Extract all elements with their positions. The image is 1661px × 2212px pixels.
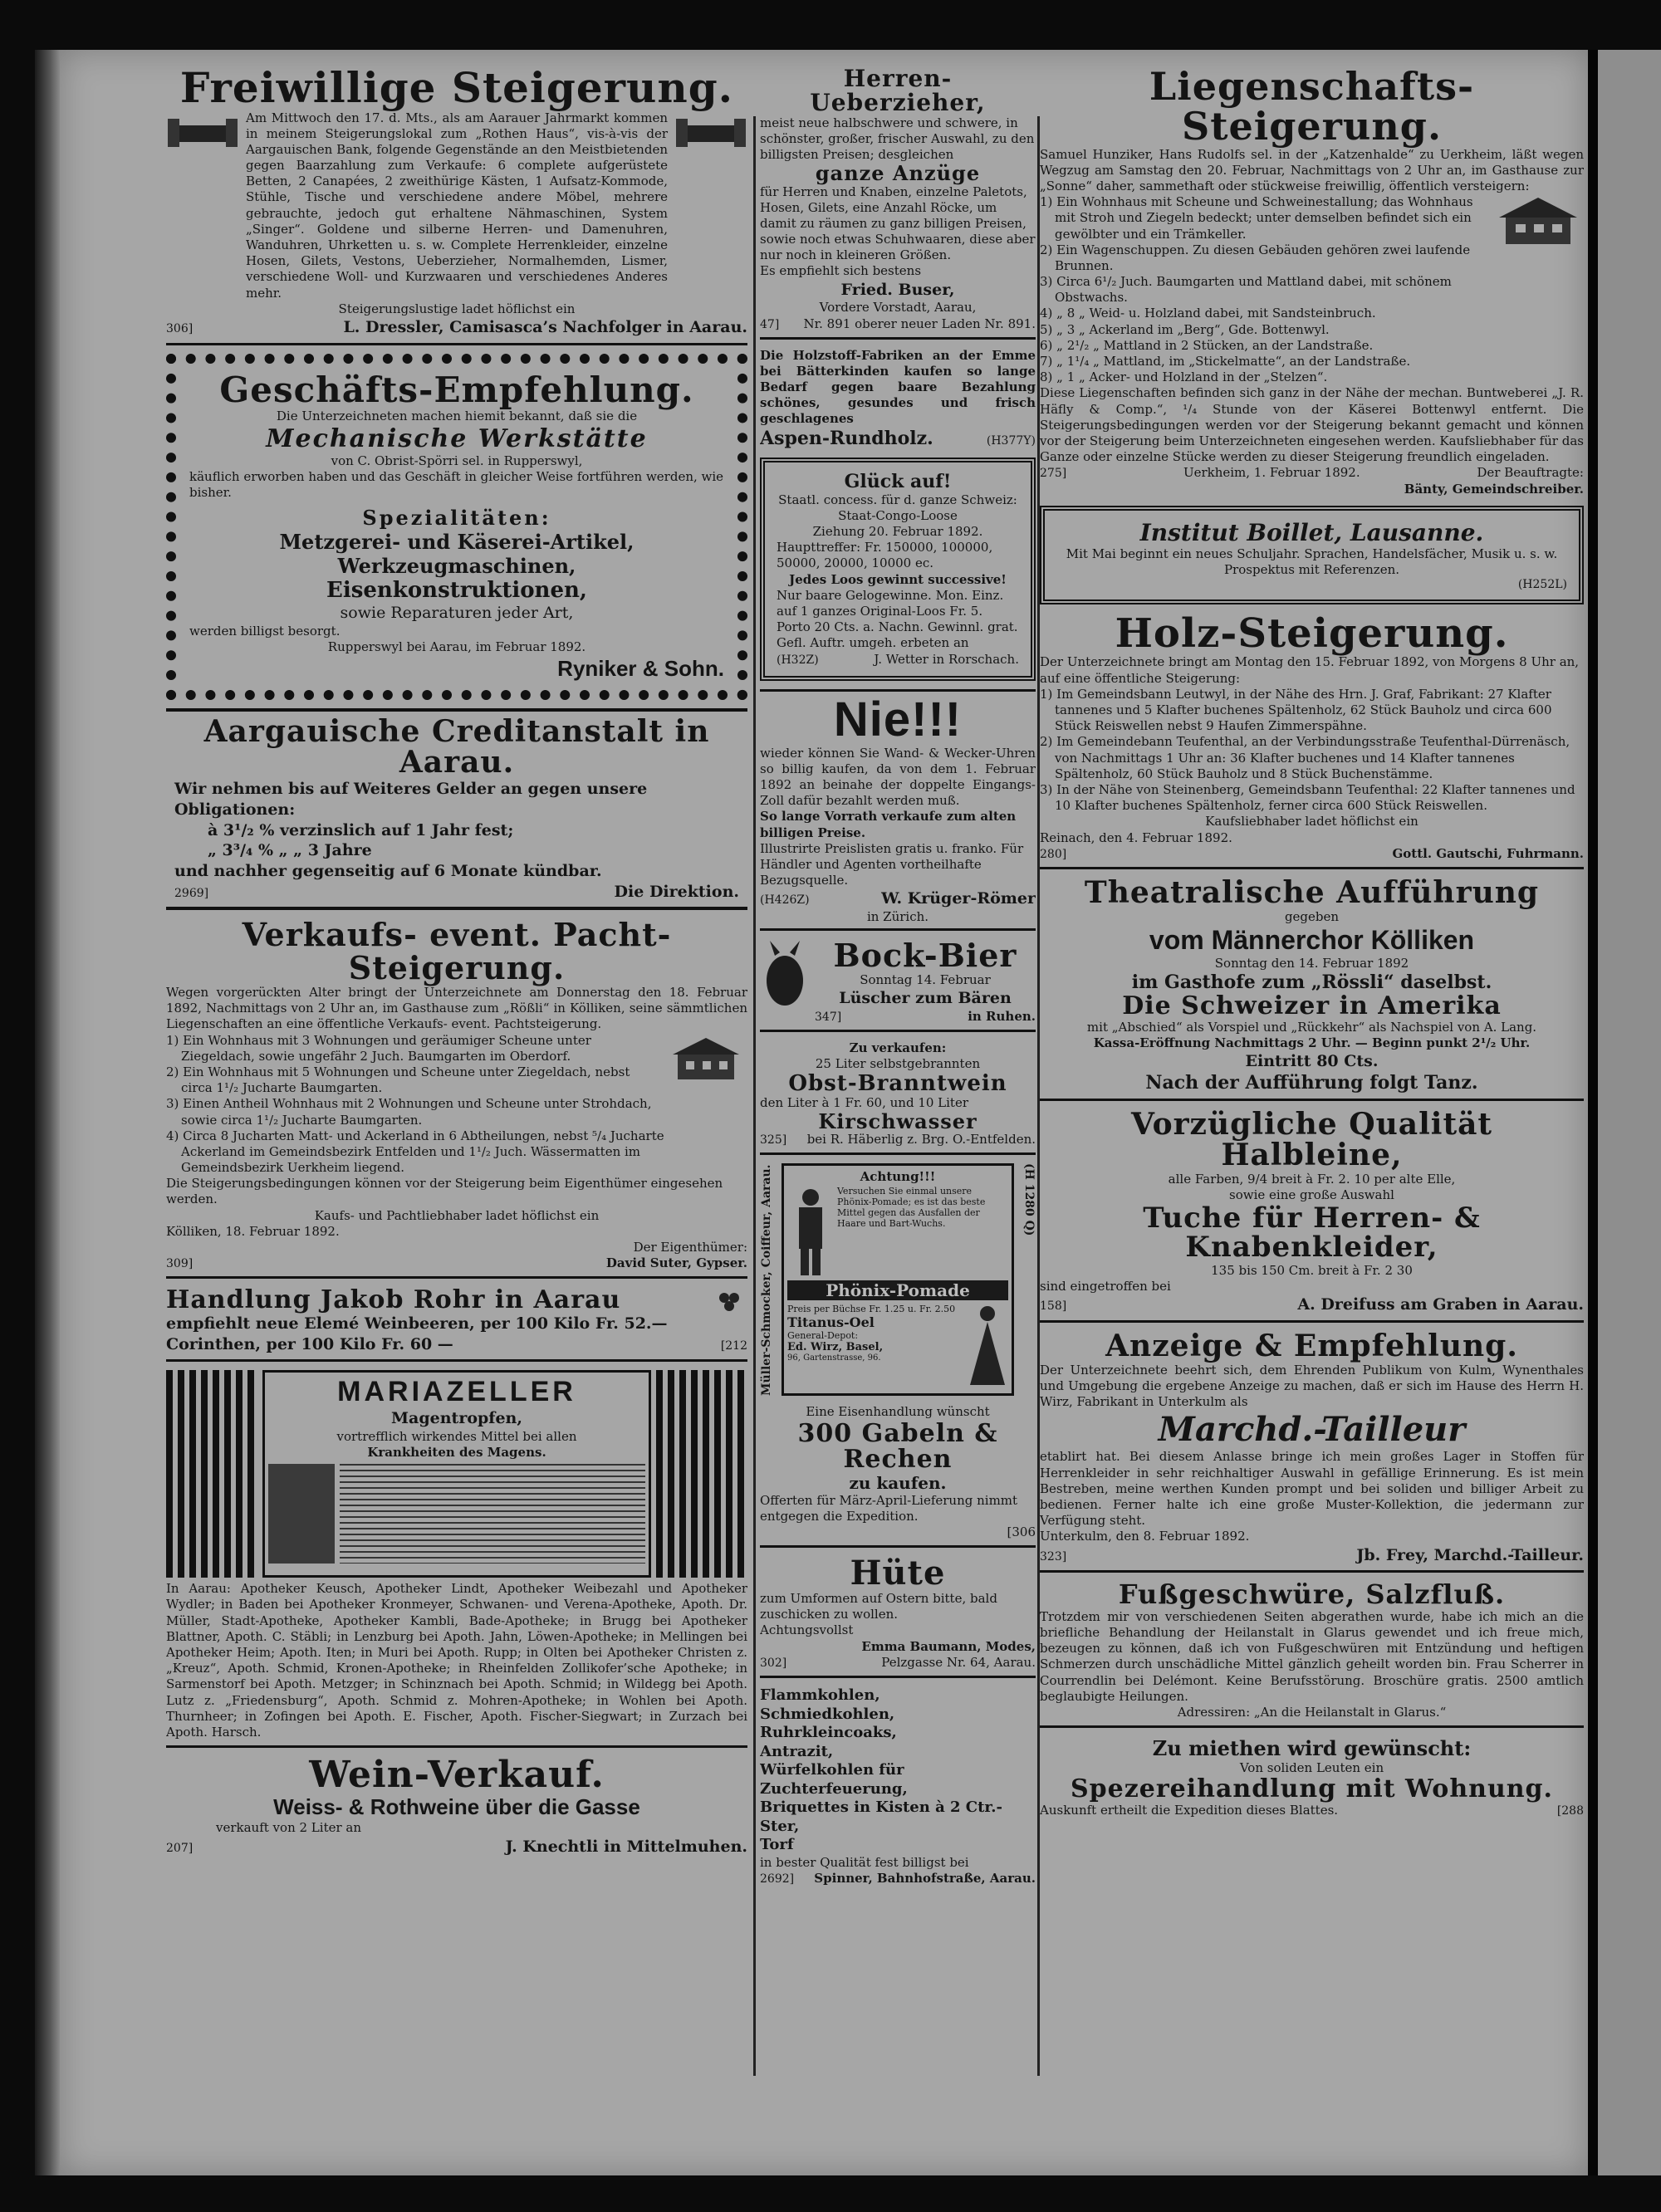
coal-item: Torf xyxy=(760,1836,794,1854)
ad-title: Fußgeschwüre, Salzfluß. xyxy=(1118,1578,1506,1611)
ad-title: Nie!!! xyxy=(833,692,963,746)
ad-note: Diese Liegenschaften befinden sich ganz in der Nähe der mechan. Buntweberei „J. R. Häfly & Comp.“, ¹/₄ Stunde von der Käserei Bottenwyl entfernt. Die Steigerungsbedingungen werden vor der Steigerung bekannt gemacht und können vor der Steigerung beim Unterzeichneten eingesehen werden. Kaufsliebhaber für das Ganze oder einzelne Stücke werden zu dieser Steigerung freundlich eingeladen. xyxy=(1040,385,1584,465)
list-item: 6) „ 2¹/₂ „ Mattland in 2 Stücken, an der Landstraße. xyxy=(1040,337,1374,353)
ad-code: (H426Z) xyxy=(760,893,810,908)
play-title: Die Schweizer in Amerika xyxy=(1122,991,1502,1021)
ad-zu-miethen xyxy=(1040,1736,1584,1818)
credit-line: à 3¹/₂ % verzinslich auf 1 Jahr fest; xyxy=(208,820,514,839)
ad-intro: Der Unterzeichnete bringt am Montag den 15. Februar 1892, von Morgens 8 Uhr an, auf eine öffentliche Steigerung: xyxy=(1040,654,1580,686)
ad-conditions: Die Steigerungsbedingungen können vor der Steigerung beim Eigenthümer eingesehen werden. xyxy=(166,1176,723,1207)
ad-wein-verkauf xyxy=(166,1756,747,1857)
ad-fussgeschwuere xyxy=(1040,1578,1584,1728)
ad-signer: J. Wetter in Rorschach. xyxy=(874,651,1019,667)
ad-kohlen xyxy=(760,1686,1036,1887)
ad-title: Bock-Bier xyxy=(833,937,1017,975)
divider xyxy=(166,343,747,345)
choir-name: vom Männerchor Kölliken xyxy=(1149,924,1475,955)
ad-signer: bei R. Häberlig z. Brg. O.-Entfelden. xyxy=(806,1132,1036,1148)
ad-place: Uerkheim, 1. Februar 1892. xyxy=(1183,465,1360,481)
ad-note: So lange Vorrath verkaufe zum alten billigen Preise. xyxy=(760,809,1017,840)
list-item: 2) Im Gemeindebann Teufenthal, an der Verbindungsstraße Teufenthal-Dürrenäsch, von Nachmittags 1 Uhr an: 36 Klafter buchenes und 14 Klafter tannenes Spältenholz, 60 Stück Bauholz und 8 Stück Buchenstämme. xyxy=(1040,734,1570,781)
product-name: Phönix-Pomade xyxy=(787,1280,1008,1300)
ad-number: 280] xyxy=(1040,847,1067,861)
ad-invite: Kaufs- und Pachtliebhaber ladet höflichst ein xyxy=(314,1207,600,1223)
ad-signer: J. Knechtli in Mittelmuhen. xyxy=(505,1837,747,1856)
ad-line: Jedes Loos gewinnt successive! xyxy=(789,571,1007,587)
ad-body: etablirt hat. Bei diesem Anlasse bringe ich mein großes Lager in Stoffen für Herrenkleider in sehr reichhaltiger Auswahl in gefällige Erinnerung. Es ist mein Bestreben, meine werthen Kunden prompt und bei soliden und billiger Arbeit zu bedienen. Ferner halte ich eine große Muster-Kollektion, die jedermann zur Verfügung steht. xyxy=(1040,1449,1584,1529)
ad-body: für Herren und Knaben, einzelne Paletots, Hosen, Gilets, eine Anzahl Röcke, um damit zu räumen zu ganz billigen Preisen, sowie noch etwas Schuhwaaren, diese aber nur noch in kleineren Größen. xyxy=(760,184,1036,263)
sofa-illustration xyxy=(674,110,747,154)
ad-herren-ueberzieher xyxy=(760,66,1036,340)
divider xyxy=(166,1276,747,1279)
ad-bold: Aspen-Rundholz. xyxy=(760,427,933,449)
ad-big: Spezereihandlung mit Wohnung. xyxy=(1071,1774,1553,1804)
ad-title: Verkaufs- event. Pacht-Steigerung. xyxy=(242,916,672,987)
list-item: 3) Circa 6¹/₂ Juch. Baumgarten und Mattland dabei, mit schönem Obstwachs. xyxy=(1040,274,1452,306)
ad-title: 300 Gabeln & Rechen xyxy=(797,1418,998,1475)
ad-creditanstalt xyxy=(166,708,747,911)
ad-sub: zu kaufen. xyxy=(849,1472,947,1493)
ad-title: Freiwillige Steigerung. xyxy=(179,66,734,112)
ad-number: [212 xyxy=(720,1338,747,1353)
ad-given: gegeben xyxy=(1284,908,1340,924)
firm-name: Mechanische Werkstätte xyxy=(266,423,648,453)
ad-number: 47] xyxy=(760,317,780,331)
ad-body: Die Holzstoff-Fabriken an der Emme bei Bätterkinden kaufen so lange Bedarf gegen baare Bezahlung schönes, gesundes und frisch geschlagenes xyxy=(760,347,1036,427)
ad-rec: Es empfiehlt sich bestens xyxy=(760,263,922,279)
oil-name: Titanus-Oel xyxy=(787,1314,875,1330)
ad-time: Kassa-Eröffnung Nachmittags 2 Uhr. — Beginn punkt 2¹/₂ Uhr. xyxy=(1093,1035,1531,1050)
ad-line: Gefl. Auftr. umgeh. erbeten an xyxy=(777,635,969,651)
ad-title: Geschäfts-Empfehlung. xyxy=(219,369,694,410)
ad-obst-branntwein xyxy=(760,1040,1036,1155)
ad-signer: Die Direktion. xyxy=(614,882,739,901)
coal-item: Briquettes in Kisten à 2 Ctr.-Ster, xyxy=(760,1798,1002,1835)
ad-title: Herren-Ueberzieher, xyxy=(810,66,986,117)
ad-line: Staatl. concess. für d. ganze Schweiz: xyxy=(778,492,1017,507)
list-item: 2) Ein Wagenschuppen. Zu diesen Gebäuden gehören zwei laufende Brunnen. xyxy=(1040,242,1471,273)
coal-item: Würfelkohlen für Zuchterfeuerung, xyxy=(760,1761,908,1798)
divider xyxy=(1040,867,1584,869)
column-2 xyxy=(760,66,1036,1895)
ad-info: Auskunft ertheilt die Expedition dieses Blattes. xyxy=(1040,1802,1339,1818)
ad-line: alle Farben, 9/4 breit à Fr. 2. 10 per alte Elle, xyxy=(1168,1172,1456,1187)
ad-title: Obst-Branntwein xyxy=(788,1070,1007,1096)
ad-line: sind eingetroffen bei xyxy=(1040,1279,1171,1294)
ad-holz-steigerung xyxy=(1040,610,1584,869)
ad-title: Vorzügliche Qualität Halbleine, xyxy=(1130,1106,1493,1173)
ad-anzeige-empfehlung xyxy=(1040,1331,1584,1573)
firm-from: von C. Obrist-Spörri sel. in Rupperswyl, xyxy=(331,453,583,468)
ad-jakob-rohr xyxy=(166,1287,747,1362)
coal-item: Flammkohlen, xyxy=(760,1686,880,1705)
ad-signer: David Suter, Gypser. xyxy=(605,1255,747,1271)
vertical-label: Müller-Schmocker, Coiffeur, Aarau. xyxy=(760,1164,773,1397)
binding-edge xyxy=(35,50,60,2175)
ad-code: (H 1280 Q) xyxy=(1022,1163,1036,1236)
spec-line: werden billigst besorgt. xyxy=(189,624,341,639)
ad-bock-bier xyxy=(760,939,1036,1032)
ad-rec: Achtungsvollst xyxy=(760,1622,854,1638)
ad-number: 347] xyxy=(815,1010,842,1024)
signer-label: Der Beauftragte: xyxy=(1477,465,1584,481)
ad-signer: Ryniker & Sohn. xyxy=(557,655,724,681)
ad-signer: W. Krüger-Römer xyxy=(881,889,1036,908)
ad-city: in Zürich. xyxy=(866,908,929,924)
list-item: 7) „ 1¹/₄ „ Mattland, im „Stickelmatte“, an der Landstraße. xyxy=(1040,354,1411,369)
ad-addr: Pelzgasse Nr. 64, Aarau. xyxy=(881,1654,1036,1670)
ad-title: Tuche für Herren- & Knabenkleider, xyxy=(1143,1201,1481,1265)
ad-number: 325] xyxy=(760,1133,787,1148)
ad-place: im Gasthofe zum „Rössli“ daselbst. xyxy=(1131,971,1492,994)
ad-title: Holz-Steigerung. xyxy=(1115,610,1509,658)
ad-gabeln-rechen xyxy=(760,1404,1036,1548)
goat-illustration xyxy=(760,939,810,1014)
ad-entry: Eintritt 80 Cts. xyxy=(1245,1051,1379,1070)
ad-title: Anzeige & Empfehlung. xyxy=(1105,1329,1518,1364)
ad-phoenix-pomade xyxy=(760,1163,1036,1396)
decorative-border xyxy=(166,1370,257,1578)
ad-title: Glück auf! xyxy=(844,470,952,492)
ad-freiwillige-steigerung xyxy=(166,66,747,345)
ad-title: Theatralische Aufführung xyxy=(1084,874,1540,910)
product-bottle-image xyxy=(268,1464,335,1564)
coal-item: Antrazit, xyxy=(760,1742,834,1760)
ad-huete xyxy=(760,1556,1036,1678)
list-item: 1) Im Gemeindsbann Leutwyl, in der Nähe des Hrn. J. Graf, Fabrikant: 27 Klafter tannenes und 5 Klafter buchenes Spältenholz, 62 Stück Bauholz und circa 600 Stück Reiswellen nebst 9 Haufen Zimmerspähne. xyxy=(1040,686,1552,734)
ad-intro: Samuel Hunziker, Hans Rudolfs sel. in der „Katzenhalde“ zu Uerkheim, läßt wegen Wegzug am Samstag den 20. Februar, Nachmittags von 2 Uhr an, im Gasthause zur „Sonne“ daher, sammethaft oder stückweise freiwillig, öffentlich versteigern: xyxy=(1040,146,1584,193)
ad-line: Sonntag 14. Februar xyxy=(860,972,991,988)
credit-line: und nachher gegenseitig auf 6 Monate kündbar. xyxy=(174,861,602,880)
ad-number: 2692] xyxy=(760,1872,795,1886)
ad-body: Der Unterzeichnete beehrt sich, dem Ehrenden Publikum von Kulm, Wynenthales und Umgebung die ergebene Anzeige zu machen, daß er sich im Hause des Herrn H. Wirz, Fabrikant in Unterkulm als xyxy=(1040,1362,1584,1410)
ad-line: 25 Liter selbstgebrannten xyxy=(815,1056,981,1072)
list-item: 8) „ 1 „ Acker- und Holzland in der „Stelzen“. xyxy=(1040,369,1328,385)
ad-nie xyxy=(760,689,1036,931)
ad-pre: Eine Eisenhandlung wünscht xyxy=(806,1404,990,1420)
divider xyxy=(166,1745,747,1748)
ad-title: Aargauische Creditanstalt in Aarau. xyxy=(203,713,710,781)
ad-addr: Adressiren: „An die Heilanstalt in Glarus.“ xyxy=(1177,1704,1447,1720)
ad-place: Reinach, den 4. Februar 1892. xyxy=(1040,830,1232,845)
ad-institut-boillet xyxy=(1040,506,1584,604)
ad-body: käuflich erworben haben und das Geschäft in gleicher Weise fortführen werden, wie bisher. xyxy=(189,469,724,501)
ad-code: (H32Z) xyxy=(777,653,819,667)
divider xyxy=(1040,1099,1584,1101)
spec-line: sowie Reparaturen jeder Art, xyxy=(340,604,574,623)
ad-holzstoff xyxy=(760,348,1036,449)
ad-pacht-steigerung xyxy=(166,918,747,1279)
ad-catalog: Illustrirte Preislisten gratis u. franko. Für Händler und Agenten vortheilhafte Bezugsquelle. xyxy=(760,840,1024,888)
rohr-line: empfiehlt neue Elemé Weinbeeren, per 100 Kilo Fr. 52.— xyxy=(166,1314,668,1333)
ad-signer: Fried. Buser, xyxy=(840,280,955,299)
ad-code: (H252L) xyxy=(1517,578,1567,592)
ad-place: Rupperswyl bei Aarau, im Februar 1892. xyxy=(327,639,586,655)
divider xyxy=(1040,1725,1584,1728)
ad-signer: Gottl. Gautschi, Fuhrmann. xyxy=(1392,845,1584,861)
spec-line: Eisenkonstruktionen, xyxy=(326,578,587,604)
coal-item: Ruhrkleincoaks, xyxy=(760,1724,897,1742)
ad-code: (H377Y) xyxy=(986,433,1036,448)
fine-print-block xyxy=(340,1464,645,1564)
list-item: 1) Ein Wohnhaus mit Scheune und Schweinestallung; das Wohnhaus mit Stroh und Ziegeln bedeckt; unter demselben befindet sich ein gewölbter und ein Trämkeller. xyxy=(1040,194,1473,242)
ad-body: wieder können Sie Wand- & Wecker-Uhren so billig kaufen, da von dem 1. Februar 1892 an beinahe der doppelte Eingangs-Zoll dafür bezahlt werden muß. xyxy=(760,745,1036,809)
ad-glueck-auf xyxy=(760,458,1036,681)
list-item: 4) Circa 8 Jucharten Matt- und Ackerland in 6 Abtheilungen, nebst ⁵/₄ Jucharte Ackerland im Gemeindsbezirk Entfelden und 1¹/₂ Juch. Wässermatten im Gemeindsbezirk Uerkheim liegend. xyxy=(166,1128,664,1176)
ad-signer: A. Dreifuss am Graben in Aarau. xyxy=(1297,1295,1584,1314)
grapes-icon xyxy=(714,1288,747,1313)
ad-invite: Steigerungslustige ladet höflichst ein xyxy=(338,301,576,316)
ad-number: 323] xyxy=(1040,1549,1067,1564)
ad-pre: Zu verkaufen: xyxy=(849,1040,947,1056)
divider xyxy=(166,1359,747,1362)
ad-line: Nur baare Gelogewinne. Mon. Einz. auf 1 ganzes Original-Loos Fr. 5. Porto 20 Cts. a. Nachn. Gewinnl. grat. xyxy=(777,587,1018,635)
ad-signer: Bänty, Gemeindschreiber. xyxy=(1404,481,1584,497)
adjacent-page xyxy=(1588,50,1661,2175)
ad-line: Haupttreffer: Fr. 150000, 100000, 50000, 20000, 10000 ec. xyxy=(777,540,993,571)
ad-number: [288 xyxy=(1556,1803,1584,1818)
ad-signer: Spinner, Bahnhofstraße, Aarau. xyxy=(814,1870,1036,1886)
ad-number: 309] xyxy=(166,1257,194,1271)
ad-theatralische-auffuehrung xyxy=(1040,874,1584,1101)
ad-body: Am Mittwoch den 17. d. Mts., als am Aarauer Jahrmarkt kommen in meinem Steigerungslokal zum „Rothen Haus“, vis-à-vis der Aargauischen Bank, folgende Gegenstände an den Meistbietenden gegen Baarzahlung zum Verkaufe: 6 complete aufgerüstete Betten, 2 Canapées, 2 zweithürige Kästen, 1 Aufsatz-Kommode, Stühle, Tische und verschiedene andere Möbel, mehrere gebrauchte, jedoch gut erhaltene Nähmaschinen, System „Singer“. Goldene und silberne Herren- und Damenuhren, Wanduhren, Uhrketten u. s. w. Complete Herrenkleider, einzelne Hosen, Gilets, Vestons, Ueberzieher, Normalhemden, Lismer, verschiedene Woll- und Kurzwaaren und verschiedenes Anderes mehr. xyxy=(246,110,668,301)
house-illustration xyxy=(664,1033,747,1083)
ad-line: Ziehung 20. Februar 1892. xyxy=(812,524,983,540)
price: Preis per Büchse Fr. 1.25 u. Fr. 2.50 xyxy=(787,1303,956,1314)
ad-number: 275] xyxy=(1040,467,1067,481)
column-rule xyxy=(753,116,756,2076)
ad-sub: vortrefflich wirkendes Mittel bei allen xyxy=(336,1428,577,1444)
ad-title: Zu miethen wird gewünscht: xyxy=(1152,1736,1472,1761)
divider xyxy=(760,1545,1036,1548)
man-figure-illustration xyxy=(787,1186,834,1277)
sofa-illustration xyxy=(166,110,239,154)
divider xyxy=(1040,1320,1584,1323)
depot-name: Ed. Wirz, Basel, xyxy=(787,1340,884,1353)
column-1 xyxy=(166,66,747,1865)
ad-title: Wein-Verkauf. xyxy=(309,1754,605,1797)
ad-number: 302] xyxy=(760,1656,787,1670)
ad-body: verkauft von 2 Liter an xyxy=(216,1820,362,1836)
ad-signer: Emma Baumann, Modes, xyxy=(861,1638,1036,1654)
decorative-border xyxy=(656,1370,747,1578)
ad-geschaefts-empfehlung xyxy=(166,354,747,700)
ad-halbleine xyxy=(1040,1106,1584,1323)
list-item: 4) „ 8 „ Weid- u. Holzland dabei, mit Sandsteinbruch. xyxy=(1040,306,1376,321)
ad-number: 158] xyxy=(1040,1299,1067,1314)
list-item: 3) In der Nähe von Steinenberg, Gemeindsbann Teufenthal: 22 Klafter tannenes und 10 Klafter buchenes Spältenholz, ferner circa 600 Stück Reiswellen. xyxy=(1040,781,1575,814)
ad-body: zum Umformen auf Ostern bitte, bald zuschicken zu wollen. xyxy=(760,1591,997,1622)
ad-signer: L. Dressler, Camisasca’s Nachfolger in Aarau. xyxy=(343,317,747,336)
ad-line: den Liter à 1 Fr. 60, und 10 Liter xyxy=(760,1094,969,1110)
ad-after: Nach der Aufführung folgt Tanz. xyxy=(1145,1071,1478,1094)
ad-body: Offerten für März-April-Lieferung nimmt entgegen die Expedition. xyxy=(760,1492,1018,1524)
divider xyxy=(760,337,1036,340)
ad-title: Hüte xyxy=(850,1554,946,1593)
ad-mariazeller xyxy=(166,1370,747,1748)
ad-from: Von soliden Leuten ein xyxy=(1239,1760,1384,1776)
spec-line: Metzgerei- und Käserei-Artikel, Werkzeugmaschinen, xyxy=(279,530,635,579)
ad-number: 306] xyxy=(166,321,194,335)
ad-head: Achtung!!! xyxy=(860,1169,936,1185)
ad-title: Handlung Jakob Rohr in Aarau xyxy=(166,1285,621,1315)
ad-number: 2969] xyxy=(174,886,209,900)
credit-line: Wir nehmen bis auf Weiteres Gelder an gegen unsere Obligationen: xyxy=(174,780,648,819)
ad-body: Versuchen Sie einmal unsere Phönix-Pomade; es ist das beste Mittel gegen das Ausfallen der Haare und Bart-Wuchs. xyxy=(837,1185,986,1230)
house-illustration xyxy=(1492,194,1584,247)
list-item: 1) Ein Wohnhaus mit 3 Wohnungen und geräumiger Scheune unter Ziegeldach, sowie ungefähr 2 Juch. Baumgarten im Oberdorf. xyxy=(166,1032,591,1064)
ad-intro: Wegen vorgerückten Alter bringt der Unterzeichnete am Donnerstag den 18. Februar 1892, Nachmittags von 2 Uhr an, im Gasthause zum „Rößli“ in Kölliken, seine sämmtlichen Liegenschaften an eine öffentliche Verkaufs- event. Pachtsteigerung. xyxy=(166,985,747,1032)
owner-label: Der Eigenthümer: xyxy=(633,1240,747,1255)
ad-line: sowie eine große Auswahl xyxy=(1229,1187,1394,1203)
ad-liegenschafts-steigerung xyxy=(1040,66,1584,497)
ad-number: [306 xyxy=(1007,1524,1036,1539)
divider xyxy=(760,1676,1036,1678)
ad-number: 207] xyxy=(166,1841,194,1855)
ad-sub: Krankheiten des Magens. xyxy=(367,1445,546,1461)
ad-title: MARIAZELLER xyxy=(337,1376,576,1408)
ad-line: Lüscher zum Bären xyxy=(839,989,1012,1008)
ad-sub: Weiss- & Rothweine über die Gasse xyxy=(273,1794,640,1820)
divider xyxy=(760,1030,1036,1032)
depot-label: General-Depot: xyxy=(787,1329,859,1341)
ad-sub: Magentropfen, xyxy=(391,1409,522,1428)
column-3 xyxy=(1040,66,1584,1827)
list-item: 5) „ 3 „ Ackerland im „Berg“, Gde. Bottenwyl. xyxy=(1040,321,1330,337)
ad-intro: Die Unterzeichneten machen hiemit bekannt, daß sie die xyxy=(276,408,638,423)
credit-line: „ 3³/₄ % „ „ 3 Jahre xyxy=(208,841,372,860)
depot-street: 96, Gartenstrasse, 96. xyxy=(787,1353,881,1363)
ad-sub: ganze Anzüge xyxy=(815,161,981,186)
spec-title: Spezialitäten: xyxy=(362,506,551,531)
woman-figure-illustration xyxy=(967,1304,1008,1387)
ad-end: in bester Qualität fest billigst bei xyxy=(760,1854,969,1870)
coal-item: Schmiedkohlen, xyxy=(760,1705,895,1723)
ad-addr: Vordere Vorstadt, Aarau, xyxy=(819,300,977,316)
list-item: 2) Ein Wohnhaus mit 5 Wohnungen und Scheune unter Ziegeldach, nebst circa 1¹/₂ Jucharte Baumgarten. xyxy=(166,1064,630,1096)
ad-date: Sonntag den 14. Februar 1892 xyxy=(1214,955,1409,971)
rohr-line: Corinthen, per 100 Kilo Fr. 60 — xyxy=(166,1334,453,1353)
ad-place: Kölliken, 18. Februar 1892. xyxy=(166,1223,340,1239)
ad-with: mit „Abschied“ als Vorspiel und „Rückkehr“ als Nachspiel von A. Lang. xyxy=(1086,1019,1537,1035)
divider xyxy=(760,1152,1036,1155)
ad-addr: Nr. 891 oberer neuer Laden Nr. 891. xyxy=(803,316,1036,331)
trade-name: Marchd.-Tailleur xyxy=(1158,1410,1466,1450)
divider xyxy=(1040,1570,1584,1573)
ad-signer: Jb. Frey, Marchd.-Tailleur. xyxy=(1356,1545,1584,1564)
ad-body: meist neue halbschwere und schwere, in schönster, großer, frischer Auswahl, zu den billigsten Preisen; desgleichen xyxy=(760,115,1035,163)
ad-body: Mit Mai beginnt ein neues Schuljahr. Sprachen, Handelsfächer, Musik u. s. w. Prospektus mit Referenzen. xyxy=(1066,546,1558,577)
list-item: 3) Einen Antheil Wohnhaus mit 2 Wohnungen und Scheune unter Strohdach, sowie circa 1¹/₂ Jucharte Baumgarten. xyxy=(166,1096,652,1128)
ad-title: Institut Boillet, Lausanne. xyxy=(1139,518,1484,546)
ad-line: Staat-Congo-Loose xyxy=(838,507,958,523)
ad-body: Trotzdem mir von verschiedenen Seiten abgerathen wurde, habe ich mich an die briefliche Behandlung der Heilanstalt in Glarus gewendet und ich freue mich, bezeugen zu können, daß ich von Fußgeschwüren mit Entzündung und heftigen Schmerzen durch unschädliche Mittel gänzlich geheilt worden bin. Frau Scherrer in Courrendlin bei Delémont. Keine Berufsstörung. Broschüre gratis. 2500 amtlich beglaubigte Heilungen. xyxy=(1040,1608,1584,1704)
ad-place: Unterkulm, den 8. Februar 1892. xyxy=(1040,1529,1250,1544)
ad-line: 135 bis 150 Cm. breit à Fr. 2 30 xyxy=(1211,1263,1413,1278)
ad-invite: Kaufsliebhaber ladet höflichst ein xyxy=(1205,814,1418,830)
ad-title: Kirschwasser xyxy=(818,1108,977,1133)
ad-line: in Ruhen. xyxy=(968,1008,1036,1024)
ad-title: Liegenschafts-Steigerung. xyxy=(1149,66,1475,149)
pharmacy-list: In Aarau: Apotheker Keusch, Apotheker Lindt, Apotheker Weibezahl und Apotheker Wydler; in Baden bei Apotheker Kronmeyer, Schwanen- und Verena-Apotheke, Apoth. Dr. Müller, Stadt-Apotheke, Apotheker Kambli, Bade-Apotheke; in Brugg bei Apotheker Blattner, Apoth. C. Stäbli; in Lenzburg bei Apoth. Jahn, Löwen-Apotheke; in Mellingen bei Apotheker Heim; Apoth. Iten; in Muri bei Apoth. Rupp; in Olten bei Apotheker Christen z. „Kreuz“, Apoth. Schmid, Kronen-Apotheke; in Rheinfelden Zollikofer’sche Apotheke; in Sarmenstorf bei Apoth. Metzger; in Schinznach bei Apoth. Schmid; in Wildegg bei Apoth. Lutz z. „Friedensburg“, Apoth. Schmid z. Mohren-Apotheke; in Wohlen bei Apoth. Thurnheer; in Zofingen bei Apoth. E. Fischer, Apoth. Fischer-Siegwart; in Zurzach bei Apoth. Harsch. xyxy=(166,1581,747,1740)
